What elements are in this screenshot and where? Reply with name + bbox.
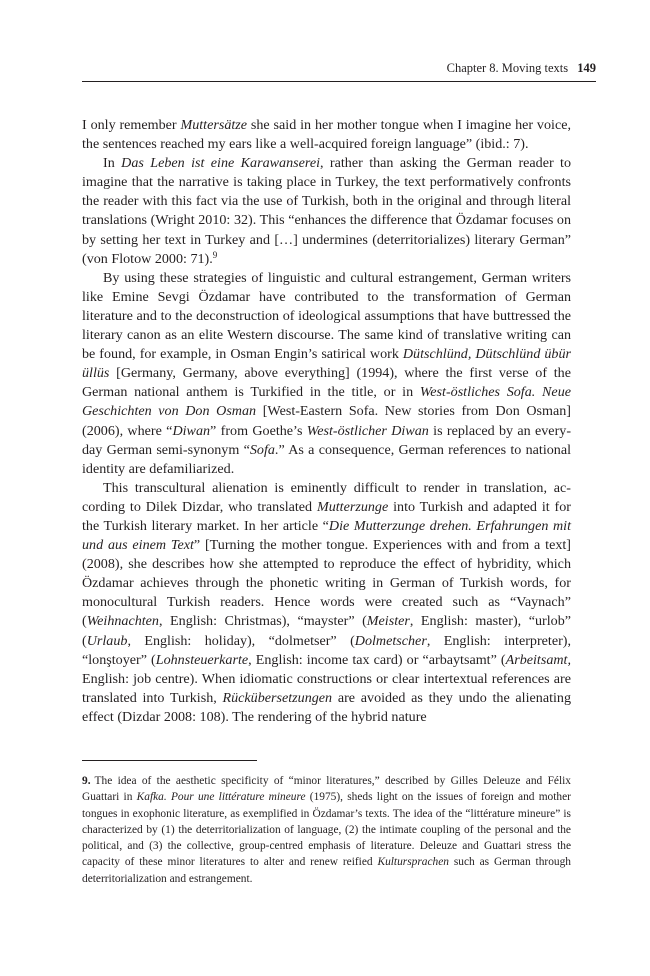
italic-run: Diwan [172,422,211,439]
text-run: English: job centre). When idiomatic constructions or clear intertextual references are translated into Turkish, [82,670,571,706]
italic-run: Dütschlünd, Dütschlünd übür üllüs [82,346,571,382]
italic-run: Urlaub [86,632,128,649]
footnote-9 [82,773,571,887]
text-run: ” from Goethe’s [210,422,307,439]
text-run: [Germany, Germany, above everything] (1994), where the first verse of the German national anthem is Turkified in the title, or in [82,365,571,401]
text-run: ” [Turning the mother tongue. Experiences with and from a text] (2008), she describes how she attempted to reproduce the effect of hybridity, which Özdamar achieves through the phonetic writing in German of Turkish words, for monocultural Turkish readers. Hence words were created such as “Vaynach” ( [82,537,571,630]
text-run: such as German through deterritorialization and estrangement. [82,856,571,885]
italic-run: Kultursprachen [377,856,449,869]
text-run: , English: holiday), “dolmetser” ( [127,632,355,649]
text-run: is replaced by an everyday German semi-synonym “ [82,422,572,458]
italic-run: Das Leben ist eine Karawanserei [121,155,321,172]
paragraph-1 [82,116,571,154]
body-text [82,116,571,727]
header-rule [82,81,596,82]
text-run: she said in her mother tongue when I imagine her voice, the sentences reached my ears like a well-acquired foreign language” (ibid.: 7). [82,117,571,153]
italic-run: Mutterzunge [316,498,389,515]
footnote-rule [82,760,257,761]
footnote-number: 9. [82,775,91,787]
page-number: 149 [577,61,596,75]
text-run: , English: Christmas), “mayster” ( [158,613,367,630]
text-run: (1975), sheds light on the issues of foreign and mother tongues in exophonic literature, as exemplified in Özdamar’s texts. The idea of the “littérature mineure” is characterized by (1) the deterritorialization of language, (2) the intimate coupling of the personal and the political, and (3) the collective, group-centred emphasis of literature. Deleuze and Guattari stress the capacity of these minor literatures to alter and renew reified [82,791,571,869]
text-run: This transcultural alienation is eminently difficult to render in translation, according to Dilek Dizdar, who translated [82,479,571,515]
running-head [82,60,596,76]
italic-run: Lohnsteuerkarte [155,651,249,668]
text-run: , English: interpreter), “lonştoyer” ( [82,632,571,668]
italic-run: Sofa [249,441,275,458]
text-run: into Turkish and adapted it for the Turkish literary market. In her article “ [82,498,571,534]
paragraph-2 [82,154,571,269]
text-run: By using these strategies of linguistic and cultural estrangement, German writers like Emine Sevgi Özdamar have contributed to the transformation of German literature and to the deconstruction of ideological assumptions that have buttressed the literary canon as an elite Western discourse. The same kind of translative writing can be found, for example, in Osman Engin’s satirical work [82,269,571,363]
text-run: The idea of the aesthetic specificity of “minor literatures,” described by Gilles Deleuze and Félix Guattari in [82,775,571,804]
text-run: .” As a consequence, German references to national identity are defamiliarized. [82,441,572,477]
italic-run: Arbeitsamt, [505,651,572,668]
text-run: , English: master), “urlob” ( [82,613,571,649]
text-run: , English: income tax card) or “arbaytsamt” ( [248,651,506,668]
paragraph-3 [82,269,571,479]
footnote-text [82,775,571,885]
italic-run: Muttersätze [180,117,248,133]
italic-run: Meister [366,613,410,630]
italic-run: Weihnachten [86,613,159,630]
text-run: [West-Eastern Sofa. New stories from Don Osman] (2006), where “ [82,403,571,439]
text-run: , rather than asking the German reader to imagine that the narrative is taking place in Turkey, the text performatively confronts the reader with this fact via the use of Turkish, both in the original and through literal translations (Wright 2010: 32). This “enhances the difference that Özdamar focuses on by setting her text in Turkey and […] undermines (deterritorializes) literary German” (von Flotow 2000: 71). [82,155,571,267]
italic-run: West-östlicher Diwan [306,422,429,439]
paragraph-4 [82,479,571,727]
chapter-title: Chapter 8. Moving texts [446,61,569,75]
text-run: I only remember [82,117,181,133]
text-run: are avoided as they undo the alienating effect (Dizdar 2008: 108). The rendering of the hybrid nature [82,689,571,725]
italic-run: Dolmetscher [354,632,427,649]
italic-run: Rückübersetzungen [222,689,333,706]
text-run: In [103,155,122,172]
italic-run: West-östliches Sofa. Neue Geschichten von Don Osman [82,384,571,420]
footnotes [82,773,571,887]
italic-run: Kafka. Pour une littérature mineure [136,791,306,804]
footnote-ref: 9 [212,249,218,260]
italic-run: Die Mutterzunge drehen. Erfahrungen mit und aus einem Text [82,517,571,554]
